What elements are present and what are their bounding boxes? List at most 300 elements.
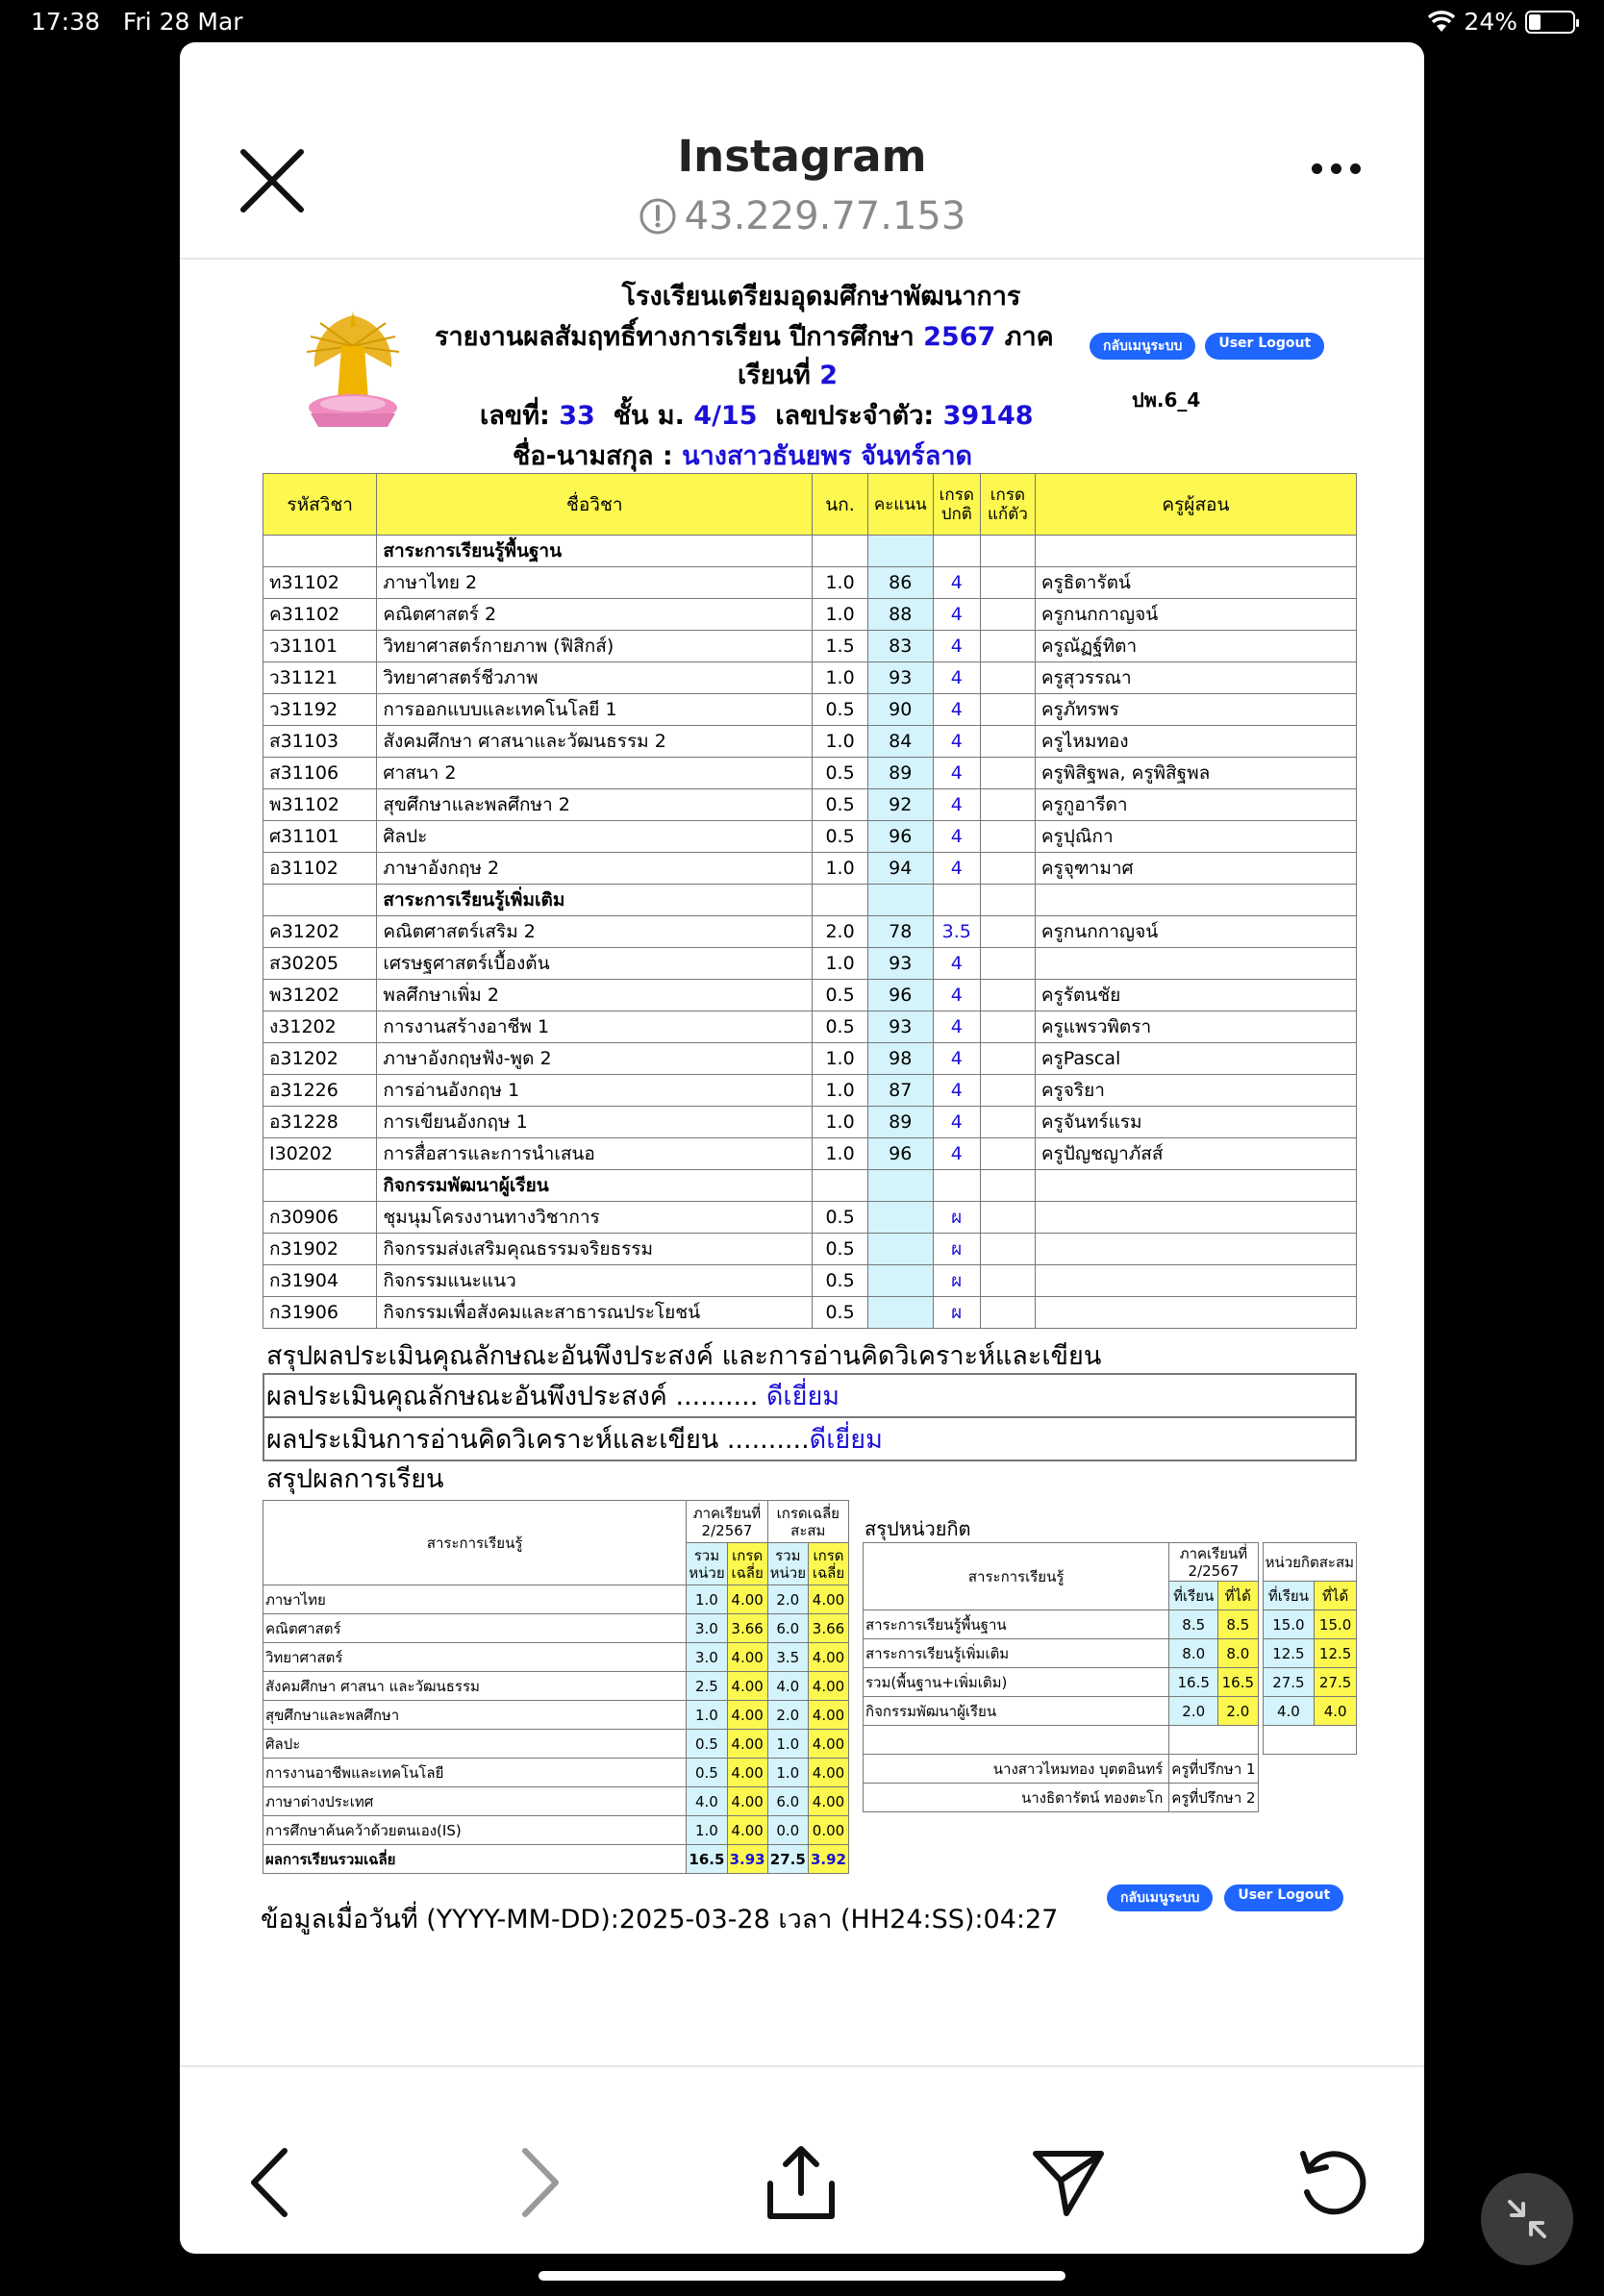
subject-grade: 4 bbox=[933, 1138, 980, 1170]
subject-grade-retake bbox=[980, 726, 1035, 758]
credit-cum-study: 27.5 bbox=[1263, 1668, 1315, 1697]
reload-button[interactable] bbox=[1295, 2144, 1372, 2221]
student-number: 33 bbox=[559, 401, 595, 431]
subject-credit: 1.0 bbox=[813, 1075, 868, 1107]
subject-grade-retake bbox=[980, 853, 1035, 885]
browser-toolbar bbox=[180, 2065, 1424, 2254]
bottom-buttons bbox=[1107, 1884, 1343, 1911]
subject-grade-retake bbox=[980, 1234, 1035, 1265]
subject-name: สังคมศึกษา ศาสนาและวัฒนธรรม 2 bbox=[377, 726, 813, 758]
category-label: กิจกรรมพัฒนาผู้เรียน bbox=[377, 1170, 813, 1202]
subject-credit: 0.5 bbox=[813, 1234, 868, 1265]
credit-header-study: ที่เรียน bbox=[1169, 1582, 1218, 1610]
subject-credit: 0.5 bbox=[813, 1297, 868, 1329]
subject-grade-retake bbox=[980, 1043, 1035, 1075]
share-button[interactable] bbox=[763, 2144, 840, 2221]
credit-row bbox=[864, 1697, 1357, 1726]
subject-grade-retake bbox=[980, 1138, 1035, 1170]
gpa-row bbox=[263, 1816, 849, 1845]
subject-name: ภาษาไทย 2 bbox=[377, 567, 813, 599]
send-icon bbox=[1030, 2146, 1107, 2219]
subject-teacher: ครูภัทรพร bbox=[1035, 694, 1356, 726]
gpa-total-row bbox=[263, 1845, 849, 1874]
subject-score bbox=[867, 1265, 933, 1297]
subject-teacher bbox=[1035, 948, 1356, 980]
gpa-units: 1.0 bbox=[687, 1701, 727, 1730]
subject-score: 96 bbox=[867, 821, 933, 853]
subject-score: 94 bbox=[867, 853, 933, 885]
advisor-row bbox=[864, 1784, 1357, 1812]
category-row bbox=[263, 885, 1357, 916]
advisor-name: นางสาวไหมทอง บุตตอินทร์ bbox=[864, 1755, 1169, 1784]
reading-row bbox=[263, 1417, 1356, 1460]
credit-subject: สาระการเรียนรู้เพิ่มเติม bbox=[864, 1639, 1169, 1668]
subject-grade-retake bbox=[980, 662, 1035, 694]
gpa-units: 0.5 bbox=[687, 1730, 727, 1759]
header-grade-retake: เกรด แก้ตัว bbox=[980, 474, 1035, 536]
browser-url[interactable] bbox=[180, 194, 1424, 238]
status-right bbox=[1427, 8, 1575, 36]
subject-row bbox=[263, 1265, 1357, 1297]
logout-button-bottom[interactable]: User Logout bbox=[1224, 1884, 1343, 1911]
subject-row bbox=[263, 789, 1357, 821]
term-line: เรียนที่ 2 bbox=[738, 361, 839, 390]
subject-name: การเขียนอังกฤษ 1 bbox=[377, 1107, 813, 1138]
subject-row bbox=[263, 1011, 1357, 1043]
subject-code: ว31192 bbox=[263, 694, 377, 726]
subject-teacher: ครูกูอารีดา bbox=[1035, 789, 1356, 821]
top-buttons bbox=[1090, 333, 1324, 360]
credit-cum-got: 27.5 bbox=[1315, 1668, 1357, 1697]
subject-teacher: ครูแพรวพิตรา bbox=[1035, 1011, 1356, 1043]
credit-cum-study: 15.0 bbox=[1263, 1610, 1315, 1639]
status-time: 17:38 Fri 28 Mar bbox=[31, 8, 243, 36]
gpa-header-subject: สาระการเรียนรู้ bbox=[263, 1501, 687, 1585]
advisor-role: ครูที่ปรึกษา 2 bbox=[1169, 1784, 1258, 1812]
subject-code: ค31102 bbox=[263, 599, 377, 631]
gpa-units: 4.0 bbox=[687, 1787, 727, 1816]
gpa-cum-value: 4.00 bbox=[808, 1701, 848, 1730]
subject-credit: 1.0 bbox=[813, 948, 868, 980]
gpa-row bbox=[263, 1730, 849, 1759]
gpa-value: 4.00 bbox=[727, 1672, 767, 1701]
subject-credit: 1.0 bbox=[813, 1138, 868, 1170]
gpa-cum-units: 6.0 bbox=[767, 1614, 808, 1643]
send-button[interactable] bbox=[1030, 2144, 1107, 2221]
gpa-cum-value: 0.00 bbox=[808, 1816, 848, 1845]
credit-summary-body bbox=[864, 1610, 1357, 1812]
more-options-button[interactable] bbox=[1312, 163, 1361, 174]
info-icon bbox=[639, 197, 677, 236]
subject-grade-retake bbox=[980, 1011, 1035, 1043]
back-button[interactable] bbox=[232, 2144, 309, 2221]
credit-study: 16.5 bbox=[1169, 1668, 1218, 1697]
subject-credit: 2.0 bbox=[813, 916, 868, 948]
subject-score: 89 bbox=[867, 758, 933, 789]
subject-teacher: ครูกนกกาญจน์ bbox=[1035, 916, 1356, 948]
back-to-menu-button[interactable]: กลับเมนูระบบ bbox=[1090, 333, 1195, 360]
reading-cell: ผลประเมินการอ่านคิดวิเคราะห์และเขียน ..........ดีเยี่ยม bbox=[263, 1417, 1356, 1460]
trait-row bbox=[263, 1374, 1356, 1417]
subject-grade: 4 bbox=[933, 1107, 980, 1138]
gpa-cum-units: 1.0 bbox=[767, 1730, 808, 1759]
gpa-value: 4.00 bbox=[727, 1730, 767, 1759]
credit-cum-got: 12.5 bbox=[1315, 1639, 1357, 1668]
gpa-header-cum-units: รวม หน่วย bbox=[767, 1543, 808, 1585]
gpa-cum-units: 6.0 bbox=[767, 1787, 808, 1816]
credit-cum-got: 4.0 bbox=[1315, 1697, 1357, 1726]
gpa-row bbox=[263, 1787, 849, 1816]
advisor-name: นางธิดารัตน์ ทองตะโก bbox=[864, 1784, 1169, 1812]
subject-grade-retake bbox=[980, 1107, 1035, 1138]
subject-teacher: ครูธิดารัตน์ bbox=[1035, 567, 1356, 599]
subject-teacher: ครูณัฏฐ์ทิตา bbox=[1035, 631, 1356, 662]
subject-name: การอ่านอังกฤษ 1 bbox=[377, 1075, 813, 1107]
subject-name: กิจกรรมส่งเสริมคุณธรรมจริยธรรม bbox=[377, 1234, 813, 1265]
subject-code: อ31102 bbox=[263, 853, 377, 885]
credit-summary-table bbox=[863, 1542, 1357, 1812]
gpa-subject: การศึกษาค้นคว้าด้วยตนเอง(IS) bbox=[263, 1816, 687, 1845]
gpa-cum-value: 3.92 bbox=[808, 1845, 848, 1874]
subject-name: เศรษฐศาสตร์เบื้องต้น bbox=[377, 948, 813, 980]
subject-code: I30202 bbox=[263, 1138, 377, 1170]
subject-teacher: ครูพิสิฐพล, ครูพิสิฐพล bbox=[1035, 758, 1356, 789]
credit-summary-title: สรุปหน่วยกิต bbox=[865, 1517, 971, 1540]
subject-teacher bbox=[1035, 1234, 1356, 1265]
gpa-cum-value: 4.00 bbox=[808, 1730, 848, 1759]
subject-credit: 1.0 bbox=[813, 662, 868, 694]
gpa-subject: ภาษาไทย bbox=[263, 1585, 687, 1614]
evaluation-table bbox=[263, 1373, 1357, 1461]
subject-grade-retake bbox=[980, 567, 1035, 599]
subject-teacher: ครูไหมทอง bbox=[1035, 726, 1356, 758]
subject-code: ศ31101 bbox=[263, 821, 377, 853]
gpa-row bbox=[263, 1614, 849, 1643]
subject-teacher: ครูจริยา bbox=[1035, 1075, 1356, 1107]
subject-row bbox=[263, 1234, 1357, 1265]
gpa-cum-value: 4.00 bbox=[808, 1759, 848, 1787]
subject-row bbox=[263, 726, 1357, 758]
grades-table-body bbox=[263, 536, 1357, 1329]
gpa-row bbox=[263, 1672, 849, 1701]
credit-header-term: ภาคเรียนที่ 2/2567 bbox=[1169, 1543, 1258, 1582]
subject-code: ส30205 bbox=[263, 948, 377, 980]
gpa-row bbox=[263, 1701, 849, 1730]
credit-row bbox=[864, 1639, 1357, 1668]
subject-teacher: ครูปัญชญาภัสส์ bbox=[1035, 1138, 1356, 1170]
subject-credit: 1.0 bbox=[813, 1107, 868, 1138]
category-label: สาระการเรียนรู้เพิ่มเติม bbox=[377, 885, 813, 916]
subject-row bbox=[263, 599, 1357, 631]
credit-subject: กิจกรรมพัฒนาผู้เรียน bbox=[864, 1697, 1169, 1726]
student-name: นางสาวธันยพร จันทร์ลาด bbox=[682, 441, 973, 471]
subject-row bbox=[263, 567, 1357, 599]
gpa-value: 4.00 bbox=[727, 1701, 767, 1730]
subject-name: คณิตศาสตร์เสริม 2 bbox=[377, 916, 813, 948]
credit-got: 8.0 bbox=[1218, 1639, 1258, 1668]
credit-cum-study: 12.5 bbox=[1263, 1639, 1315, 1668]
subject-score bbox=[867, 1202, 933, 1234]
gpa-header-gpa: เกรด เฉลี่ย bbox=[727, 1543, 767, 1585]
gpa-units: 3.0 bbox=[687, 1643, 727, 1672]
subject-credit: 0.5 bbox=[813, 1202, 868, 1234]
subject-credit: 0.5 bbox=[813, 980, 868, 1011]
grades-table bbox=[263, 473, 1357, 1329]
subject-name: พลศึกษาเพิ่ม 2 bbox=[377, 980, 813, 1011]
subject-name: สุขศึกษาและพลศึกษา 2 bbox=[377, 789, 813, 821]
credit-header-subject: สาระการเรียนรู้ bbox=[864, 1543, 1169, 1610]
subject-row bbox=[263, 1297, 1357, 1329]
credit-header-got: ที่ได้ bbox=[1218, 1582, 1258, 1610]
subject-row bbox=[263, 980, 1357, 1011]
credit-header-cum-study: ที่เรียน bbox=[1263, 1582, 1315, 1610]
header-code: รหัสวิชา bbox=[263, 474, 377, 536]
subject-teacher bbox=[1035, 1297, 1356, 1329]
subject-teacher bbox=[1035, 1265, 1356, 1297]
header-grade-normal: เกรด ปกติ bbox=[933, 474, 980, 536]
subject-teacher: ครูPascal bbox=[1035, 1043, 1356, 1075]
subject-name: ศาสนา 2 bbox=[377, 758, 813, 789]
subject-row bbox=[263, 1107, 1357, 1138]
credit-study: 2.0 bbox=[1169, 1697, 1218, 1726]
back-to-menu-button-bottom[interactable]: กลับเมนูระบบ bbox=[1107, 1884, 1213, 1911]
credit-got: 8.5 bbox=[1218, 1610, 1258, 1639]
gpa-subject: ภาษาต่างประเทศ bbox=[263, 1787, 687, 1816]
subject-grade-retake bbox=[980, 599, 1035, 631]
subject-grade: 4 bbox=[933, 726, 980, 758]
subject-grade: 4 bbox=[933, 1011, 980, 1043]
subject-name: กิจกรรมแนะแนว bbox=[377, 1265, 813, 1297]
gpa-value: 4.00 bbox=[727, 1816, 767, 1845]
chevron-left-icon bbox=[246, 2147, 294, 2218]
gpa-row bbox=[263, 1643, 849, 1672]
subject-grade-retake bbox=[980, 789, 1035, 821]
subject-score: 93 bbox=[867, 1011, 933, 1043]
subject-row bbox=[263, 916, 1357, 948]
credit-cum-study: 4.0 bbox=[1263, 1697, 1315, 1726]
share-icon bbox=[764, 2143, 838, 2222]
gpa-row bbox=[263, 1759, 849, 1787]
gpa-cum-value: 4.00 bbox=[808, 1787, 848, 1816]
report-title: รายงานผลสัมฤทธิ์ทางการเรียน ปีการศึกษา 2567 ภาค bbox=[435, 322, 1054, 352]
student-name-line: ชื่อ-นามสกุล : นางสาวธันยพร จันทร์ลาด bbox=[513, 441, 973, 471]
gpa-header-cum-gpa: เกรด เฉลี่ย bbox=[808, 1543, 848, 1585]
trait-value: ดีเยี่ยม bbox=[765, 1382, 840, 1411]
subject-grade: ผ bbox=[933, 1297, 980, 1329]
credit-header-cumulative: หน่วยกิตสะสม bbox=[1263, 1543, 1356, 1582]
subject-grade: ผ bbox=[933, 1202, 980, 1234]
subject-score: 90 bbox=[867, 694, 933, 726]
subject-name: ชุมนุมโครงงานทางวิชาการ bbox=[377, 1202, 813, 1234]
subject-name: ศิลปะ bbox=[377, 821, 813, 853]
subject-teacher: ครูกนกกาญจน์ bbox=[1035, 599, 1356, 631]
gpa-cum-units: 2.0 bbox=[767, 1701, 808, 1730]
subject-name: การออกแบบและเทคโนโลยี 1 bbox=[377, 694, 813, 726]
form-code: ปพ.6_4 bbox=[1132, 388, 1201, 412]
header-score: คะแนน bbox=[867, 474, 933, 536]
subject-name: ภาษาอังกฤษ 2 bbox=[377, 853, 813, 885]
subject-credit: 1.0 bbox=[813, 726, 868, 758]
subject-code: ว31101 bbox=[263, 631, 377, 662]
subject-name: การงานสร้างอาชีพ 1 bbox=[377, 1011, 813, 1043]
category-row bbox=[263, 1170, 1357, 1202]
class-value: 4/15 bbox=[693, 401, 758, 431]
subject-code: ก31904 bbox=[263, 1265, 377, 1297]
url-text: 43.229.77.153 bbox=[684, 194, 966, 238]
gpa-header-units: รวม หน่วย bbox=[687, 1543, 727, 1585]
subject-code: อ31228 bbox=[263, 1107, 377, 1138]
category-row bbox=[263, 536, 1357, 567]
subject-code: ก31906 bbox=[263, 1297, 377, 1329]
subject-code: ว31121 bbox=[263, 662, 377, 694]
subject-credit: 1.0 bbox=[813, 853, 868, 885]
header-teacher: ครูผู้สอน bbox=[1035, 474, 1356, 536]
subject-name: ภาษาอังกฤษฟัง-พูด 2 bbox=[377, 1043, 813, 1075]
subject-grade: 4 bbox=[933, 1075, 980, 1107]
subject-grade-retake bbox=[980, 948, 1035, 980]
subject-name: วิทยาศาสตร์กายภาพ (ฟิสิกส์) bbox=[377, 631, 813, 662]
subject-name: การสื่อสารและการนำเสนอ bbox=[377, 1138, 813, 1170]
subject-name: คณิตศาสตร์ 2 bbox=[377, 599, 813, 631]
gpa-cum-units: 27.5 bbox=[767, 1845, 808, 1874]
report-page bbox=[180, 262, 1424, 2063]
gpa-header-cumulative: เกรดเฉลี่ย สะสม bbox=[767, 1501, 848, 1543]
data-timestamp: ข้อมูลเมื่อวันที่ (YYYY-MM-DD):2025-03-28 เวลา (HH24:SS):04:27 bbox=[261, 1905, 1059, 1934]
subject-grade: 4 bbox=[933, 694, 980, 726]
gpa-summary-table bbox=[263, 1500, 849, 1874]
subject-grade: 3.5 bbox=[933, 916, 980, 948]
reading-value: ดีเยี่ยม bbox=[809, 1425, 883, 1455]
subject-grade-retake bbox=[980, 821, 1035, 853]
subject-credit: 1.0 bbox=[813, 1043, 868, 1075]
subject-row bbox=[263, 853, 1357, 885]
subject-score: 83 bbox=[867, 631, 933, 662]
subject-grade: 4 bbox=[933, 599, 980, 631]
subject-score: 86 bbox=[867, 567, 933, 599]
subject-row bbox=[263, 758, 1357, 789]
credit-cum-got: 15.0 bbox=[1315, 1610, 1357, 1639]
subject-grade-retake bbox=[980, 1202, 1035, 1234]
subject-row bbox=[263, 1075, 1357, 1107]
logout-button[interactable]: User Logout bbox=[1205, 333, 1324, 360]
student-info-line: เลขที่: 33 ชั้น ม. 4/15 เลขประจำตัว: 39148 bbox=[480, 401, 1034, 431]
credit-row bbox=[864, 1668, 1357, 1697]
gpa-cum-units: 0.0 bbox=[767, 1816, 808, 1845]
subject-code: ค31202 bbox=[263, 916, 377, 948]
subject-grade: ผ bbox=[933, 1265, 980, 1297]
student-id: 39148 bbox=[942, 401, 1034, 431]
gpa-summary-body bbox=[263, 1585, 849, 1874]
credit-got: 2.0 bbox=[1218, 1697, 1258, 1726]
subject-row bbox=[263, 694, 1357, 726]
subject-row bbox=[263, 662, 1357, 694]
subject-grade-retake bbox=[980, 916, 1035, 948]
subject-score: 96 bbox=[867, 1138, 933, 1170]
status-bar bbox=[0, 0, 1604, 44]
subject-code: พ31102 bbox=[263, 789, 377, 821]
gpa-subject: ผลการเรียนรวมเฉลี่ย bbox=[263, 1845, 687, 1874]
minimize-button[interactable] bbox=[1481, 2173, 1573, 2265]
gpa-header-term: ภาคเรียนที่ 2/2567 bbox=[687, 1501, 767, 1543]
subject-grade-retake bbox=[980, 694, 1035, 726]
home-indicator[interactable] bbox=[539, 2271, 1065, 2281]
subject-code: อ31226 bbox=[263, 1075, 377, 1107]
credit-subject: รวม(พื้นฐาน+เพิ่มเติม) bbox=[864, 1668, 1169, 1697]
gpa-cum-units: 2.0 bbox=[767, 1585, 808, 1614]
evaluation-summary-title: สรุปผลประเมินคุณลักษณะอันพึงประสงค์ และการอ่านคิดวิเคราะห์และเขียน bbox=[266, 1341, 1102, 1371]
subject-score: 84 bbox=[867, 726, 933, 758]
header-credit: นก. bbox=[813, 474, 868, 536]
gpa-value: 4.00 bbox=[727, 1643, 767, 1672]
subject-grade: 4 bbox=[933, 821, 980, 853]
subject-grade-retake bbox=[980, 758, 1035, 789]
subject-name: กิจกรรมเพื่อสังคมและสาธารณประโยชน์ bbox=[377, 1297, 813, 1329]
subject-code: ส31106 bbox=[263, 758, 377, 789]
subject-grade-retake bbox=[980, 1075, 1035, 1107]
subject-credit: 1.0 bbox=[813, 567, 868, 599]
gpa-subject: วิทยาศาสตร์ bbox=[263, 1643, 687, 1672]
subject-credit: 0.5 bbox=[813, 1011, 868, 1043]
gpa-cum-value: 4.00 bbox=[808, 1643, 848, 1672]
subject-credit: 0.5 bbox=[813, 789, 868, 821]
subject-credit: 1.5 bbox=[813, 631, 868, 662]
subject-grade: ผ bbox=[933, 1234, 980, 1265]
subject-grade: 4 bbox=[933, 758, 980, 789]
gpa-units: 2.5 bbox=[687, 1672, 727, 1701]
subject-grade: 4 bbox=[933, 789, 980, 821]
subject-score: 93 bbox=[867, 948, 933, 980]
gpa-subject: สังคมศึกษา ศาสนา และวัฒนธรรม bbox=[263, 1672, 687, 1701]
subject-score: 89 bbox=[867, 1107, 933, 1138]
gpa-units: 3.0 bbox=[687, 1614, 727, 1643]
credit-got: 16.5 bbox=[1218, 1668, 1258, 1697]
trait-cell: ผลประเมินคุณลักษณะอันพึงประสงค์ .......... ดีเยี่ยม bbox=[263, 1374, 1356, 1417]
gpa-cum-value: 4.00 bbox=[808, 1672, 848, 1701]
subject-credit: 0.5 bbox=[813, 1265, 868, 1297]
battery-percent: 24% bbox=[1464, 8, 1517, 36]
subject-grade-retake bbox=[980, 1297, 1035, 1329]
subject-teacher: ครูจุฑามาศ bbox=[1035, 853, 1356, 885]
gpa-cum-units: 1.0 bbox=[767, 1759, 808, 1787]
gpa-subject: การงานอาชีพและเทคโนโลยี bbox=[263, 1759, 687, 1787]
subject-row bbox=[263, 1043, 1357, 1075]
academic-year: 2567 bbox=[923, 322, 996, 352]
study-summary-title: สรุปผลการเรียน bbox=[266, 1464, 444, 1494]
subject-code: ส31103 bbox=[263, 726, 377, 758]
subject-row bbox=[263, 1202, 1357, 1234]
subject-score: 78 bbox=[867, 916, 933, 948]
category-label: สาระการเรียนรู้พื้นฐาน bbox=[377, 536, 813, 567]
browser-header bbox=[180, 42, 1424, 260]
gpa-value: 4.00 bbox=[727, 1585, 767, 1614]
subject-grade-retake bbox=[980, 631, 1035, 662]
school-emblem-logo bbox=[295, 308, 411, 435]
credit-study: 8.5 bbox=[1169, 1610, 1218, 1639]
subject-code: ท31102 bbox=[263, 567, 377, 599]
subject-credit: 0.5 bbox=[813, 694, 868, 726]
subject-grade: 4 bbox=[933, 948, 980, 980]
browser-title: Instagram bbox=[677, 131, 927, 182]
gpa-subject: ศิลปะ bbox=[263, 1730, 687, 1759]
grades-table-header bbox=[263, 474, 1357, 536]
gpa-value: 3.93 bbox=[727, 1845, 767, 1874]
credit-study: 8.0 bbox=[1169, 1639, 1218, 1668]
subject-code: อ31202 bbox=[263, 1043, 377, 1075]
forward-button[interactable] bbox=[501, 2144, 578, 2221]
subject-score: 98 bbox=[867, 1043, 933, 1075]
gpa-row bbox=[263, 1585, 849, 1614]
subject-score: 87 bbox=[867, 1075, 933, 1107]
